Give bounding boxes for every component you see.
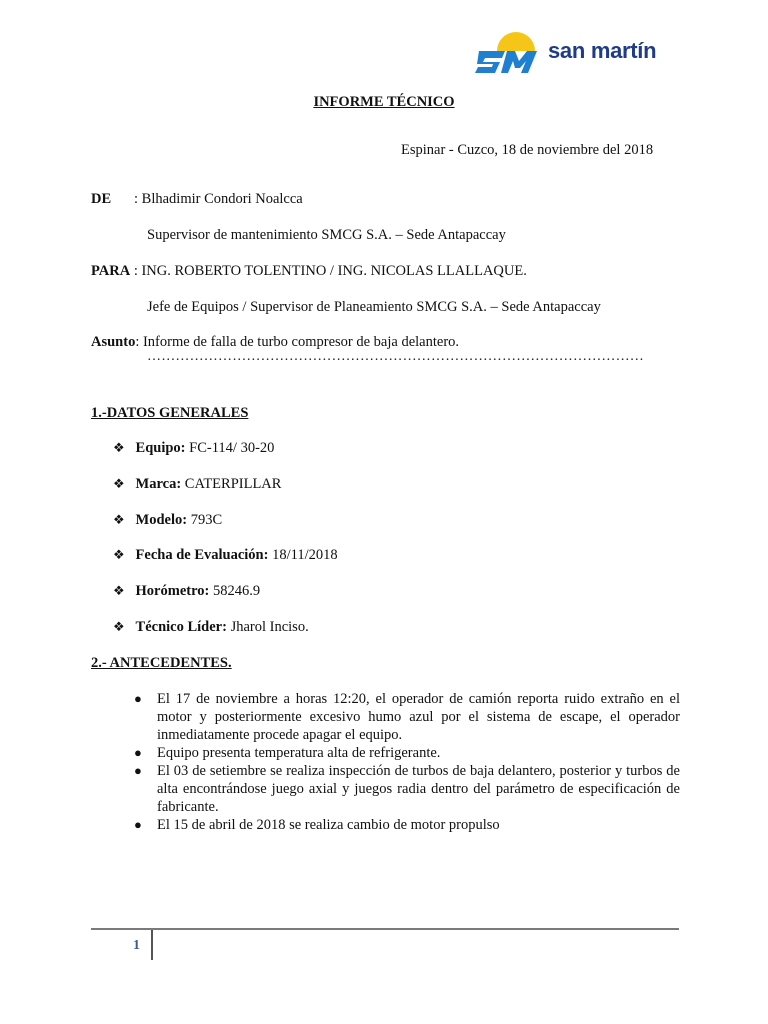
list-item-text: El 03 de setiembre se realiza inspección de turbos de baja delantero, posterior y turbos de alta encontrándose juego axial y juegos radia dentro del parámetro de especificación de fabricante. — [157, 763, 680, 815]
de-label: DE — [91, 191, 112, 207]
list-item-text: El 15 de abril de 2018 se realiza cambio de motor propulso — [157, 817, 500, 833]
bullet-dot-icon: ● — [134, 817, 142, 832]
item-label: Horómetro: — [135, 583, 210, 599]
logo-mark-icon — [475, 25, 555, 78]
item-value: 58246.9 — [209, 583, 261, 599]
san-martin-logo — [475, 25, 661, 78]
list-item — [113, 512, 222, 529]
bullet-dot-icon: ● — [134, 763, 142, 778]
dotted-separator: …………………………………………………………………………………………… — [147, 349, 644, 364]
diamond-bullet-icon: ❖ — [113, 440, 125, 455]
item-label: Equipo: — [135, 440, 186, 456]
list-item — [113, 476, 281, 493]
list-item-text: Equipo presenta temperatura alta de refrigerante. — [157, 745, 441, 761]
item-label: Marca: — [135, 476, 182, 492]
asunto-value: : Informe de falla de turbo compresor de baja delantero. — [135, 334, 460, 350]
list-item — [113, 619, 309, 636]
item-value: 18/11/2018 — [268, 547, 338, 563]
list-item-text: El 17 de noviembre a horas 12:20, el operador de camión reporta ruido extraño en el motor y posteriormente excesivo humo azul por el sistema de escape, el operador inmediatamente procede apagar el equipo. — [157, 691, 680, 743]
para-value: : ING. ROBERTO TOLENTINO / ING. NICOLAS LLALLAQUE. — [130, 263, 527, 279]
item-value: FC-114/ 30-20 — [185, 440, 275, 456]
asunto-label: Asunto — [91, 334, 136, 350]
bullet-dot-icon: ● — [134, 745, 142, 760]
diamond-bullet-icon: ❖ — [113, 583, 125, 598]
list-item — [132, 690, 680, 744]
diamond-bullet-icon: ❖ — [113, 619, 125, 634]
item-value: 793C — [187, 512, 223, 528]
diamond-bullet-icon: ❖ — [113, 512, 125, 527]
list-item — [113, 583, 260, 600]
item-label: Fecha de Evaluación: — [135, 547, 269, 563]
para-label: PARA — [91, 263, 131, 279]
de-role: Supervisor de mantenimiento SMCG S.A. – Sede Antapaccay — [147, 227, 506, 243]
section-datos-generales-title: 1.-DATOS GENERALES — [91, 405, 249, 421]
item-label: Modelo: — [135, 512, 188, 528]
de-value: : Blhadimir Condori Noalcca — [134, 191, 303, 207]
diamond-bullet-icon: ❖ — [113, 547, 125, 562]
logo-text: san martín — [548, 38, 657, 63]
list-item — [132, 816, 680, 834]
list-item — [113, 440, 274, 457]
section-antecedentes-title: 2.- ANTECEDENTES. — [91, 655, 232, 671]
para-role: Jefe de Equipos / Supervisor de Planeamiento SMCG S.A. – Sede Antapaccay — [147, 299, 601, 315]
document-title: INFORME TÉCNICO — [313, 94, 455, 110]
bullet-dot-icon: ● — [134, 691, 142, 706]
item-label: Técnico Líder: — [135, 619, 227, 635]
list-item — [132, 762, 680, 816]
list-item — [113, 547, 338, 564]
place-date: Espinar - Cuzco, 18 de noviembre del 2018 — [401, 142, 654, 158]
list-item — [132, 744, 680, 762]
item-value: CATERPILLAR — [181, 476, 282, 492]
para-line — [91, 263, 527, 280]
diamond-bullet-icon: ❖ — [113, 476, 125, 491]
footer-vertical-divider — [151, 930, 153, 960]
footer-divider — [91, 928, 679, 930]
page-number: 1 — [133, 938, 140, 953]
antecedentes-list — [132, 690, 680, 834]
item-value: Jharol Inciso. — [226, 619, 309, 635]
